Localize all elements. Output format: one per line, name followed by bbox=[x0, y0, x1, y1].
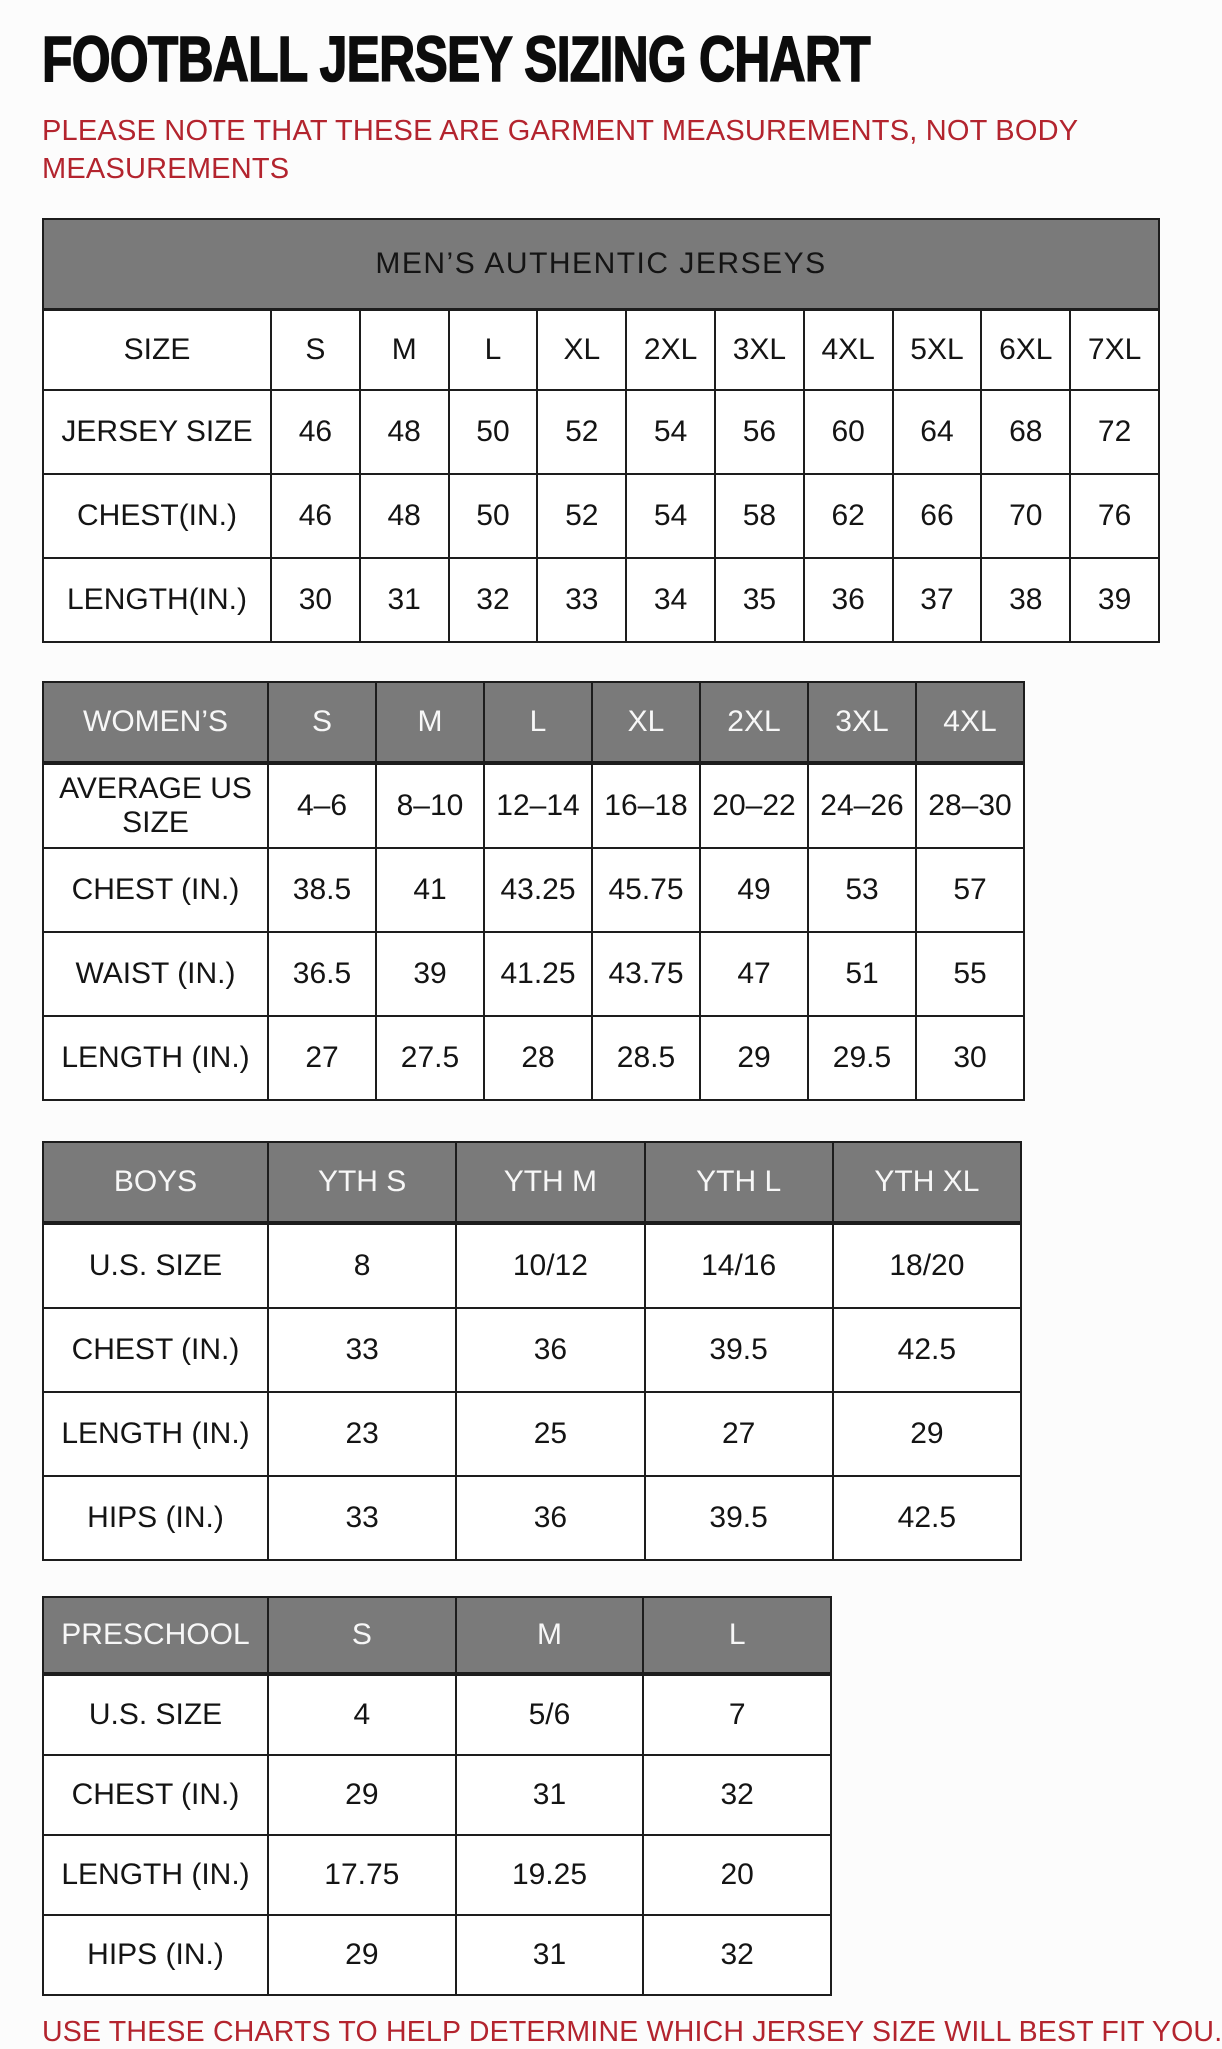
column-header: L bbox=[643, 1597, 831, 1674]
row-label: CHEST (IN.) bbox=[43, 848, 268, 932]
cell-value: 54 bbox=[626, 474, 715, 558]
cell-value: 46 bbox=[271, 390, 360, 474]
column-header: 3XL bbox=[715, 310, 804, 391]
cell-value: 38.5 bbox=[268, 848, 376, 932]
column-header: 5XL bbox=[893, 310, 982, 391]
cell-value: 48 bbox=[360, 474, 449, 558]
cell-value: 29.5 bbox=[808, 1016, 916, 1100]
cell-value: 43.25 bbox=[484, 848, 592, 932]
cell-value: 52 bbox=[537, 390, 626, 474]
cell-value: 23 bbox=[268, 1392, 456, 1476]
cell-value: 29 bbox=[833, 1392, 1021, 1476]
cell-value: 31 bbox=[360, 558, 449, 642]
cell-value: 66 bbox=[893, 474, 982, 558]
cell-value: 12–14 bbox=[484, 763, 592, 848]
column-header: XL bbox=[592, 682, 700, 763]
mens-authentic-jerseys-table bbox=[42, 218, 1160, 643]
column-header: S bbox=[268, 1597, 456, 1674]
cell-value: 27.5 bbox=[376, 1016, 484, 1100]
column-header: YTH S bbox=[268, 1142, 456, 1223]
row-label: CHEST (IN.) bbox=[43, 1308, 268, 1392]
cell-value: 49 bbox=[700, 848, 808, 932]
cell-value: 48 bbox=[360, 390, 449, 474]
cell-value: 36.5 bbox=[268, 932, 376, 1016]
cell-value: 29 bbox=[700, 1016, 808, 1100]
cell-value: 58 bbox=[715, 474, 804, 558]
cell-value: 32 bbox=[643, 1915, 831, 1995]
row-label: U.S. SIZE bbox=[43, 1674, 268, 1755]
cell-value: 8–10 bbox=[376, 763, 484, 848]
cell-value: 32 bbox=[449, 558, 538, 642]
row-label: WAIST (IN.) bbox=[43, 932, 268, 1016]
row-label: HIPS (IN.) bbox=[43, 1915, 268, 1995]
cell-value: 43.75 bbox=[592, 932, 700, 1016]
column-header: 2XL bbox=[626, 310, 715, 391]
cell-value: 53 bbox=[808, 848, 916, 932]
cell-value: 5/6 bbox=[456, 1674, 644, 1755]
cell-value: 30 bbox=[271, 558, 360, 642]
column-header: 3XL bbox=[808, 682, 916, 763]
row-label: LENGTH(IN.) bbox=[43, 558, 271, 642]
preschool-label-header: PRESCHOOL bbox=[43, 1597, 268, 1674]
cell-value: 46 bbox=[271, 474, 360, 558]
cell-value: 34 bbox=[626, 558, 715, 642]
cell-value: 37 bbox=[893, 558, 982, 642]
column-header: S bbox=[271, 310, 360, 391]
row-label: U.S. SIZE bbox=[43, 1223, 268, 1308]
cell-value: 31 bbox=[456, 1755, 644, 1835]
cell-value: 57 bbox=[916, 848, 1024, 932]
cell-value: 56 bbox=[715, 390, 804, 474]
row-label: CHEST (IN.) bbox=[43, 1755, 268, 1835]
cell-value: 17.75 bbox=[268, 1835, 456, 1915]
cell-value: 68 bbox=[981, 390, 1070, 474]
boys-label-header: BOYS bbox=[43, 1142, 268, 1223]
cell-value: 4 bbox=[268, 1674, 456, 1755]
womens-label-header: WOMEN’S bbox=[43, 682, 268, 763]
cell-value: 35 bbox=[715, 558, 804, 642]
mens-label-header: SIZE bbox=[43, 310, 271, 391]
cell-value: 41 bbox=[376, 848, 484, 932]
cell-value: 52 bbox=[537, 474, 626, 558]
cell-value: 60 bbox=[804, 390, 893, 474]
cell-value: 4–6 bbox=[268, 763, 376, 848]
cell-value: 54 bbox=[626, 390, 715, 474]
column-header: YTH XL bbox=[833, 1142, 1021, 1223]
footer-note: USE THESE CHARTS TO HELP DETERMINE WHICH JERSEY SIZE WILL BEST FIT YOU. bbox=[42, 2016, 1222, 2048]
column-header: 2XL bbox=[700, 682, 808, 763]
column-header: 4XL bbox=[916, 682, 1024, 763]
cell-value: 8 bbox=[268, 1223, 456, 1308]
mens-banner: MEN’S AUTHENTIC JERSEYS bbox=[43, 219, 1159, 310]
column-header: M bbox=[360, 310, 449, 391]
boys-sizing-table bbox=[42, 1141, 1022, 1561]
column-header: L bbox=[449, 310, 538, 391]
cell-value: 39.5 bbox=[645, 1308, 833, 1392]
cell-value: 45.75 bbox=[592, 848, 700, 932]
cell-value: 36 bbox=[456, 1476, 644, 1560]
cell-value: 7 bbox=[643, 1674, 831, 1755]
column-header: YTH L bbox=[645, 1142, 833, 1223]
cell-value: 51 bbox=[808, 932, 916, 1016]
cell-value: 33 bbox=[268, 1308, 456, 1392]
cell-value: 41.25 bbox=[484, 932, 592, 1016]
cell-value: 32 bbox=[643, 1755, 831, 1835]
cell-value: 14/16 bbox=[645, 1223, 833, 1308]
cell-value: 29 bbox=[268, 1915, 456, 1995]
cell-value: 28.5 bbox=[592, 1016, 700, 1100]
cell-value: 20 bbox=[643, 1835, 831, 1915]
cell-value: 19.25 bbox=[456, 1835, 644, 1915]
cell-value: 50 bbox=[449, 474, 538, 558]
cell-value: 55 bbox=[916, 932, 1024, 1016]
page-title: FOOTBALL JERSEY SIZING CHART bbox=[42, 23, 870, 95]
cell-value: 39 bbox=[1070, 558, 1159, 642]
column-header: XL bbox=[537, 310, 626, 391]
cell-value: 42.5 bbox=[833, 1476, 1021, 1560]
preschool-sizing-table bbox=[42, 1596, 832, 1996]
row-label: CHEST(IN.) bbox=[43, 474, 271, 558]
cell-value: 39.5 bbox=[645, 1476, 833, 1560]
column-header: YTH M bbox=[456, 1142, 644, 1223]
column-header: L bbox=[484, 682, 592, 763]
column-header: 7XL bbox=[1070, 310, 1159, 391]
cell-value: 20–22 bbox=[700, 763, 808, 848]
cell-value: 33 bbox=[537, 558, 626, 642]
column-header: M bbox=[376, 682, 484, 763]
womens-sizing-table bbox=[42, 681, 1025, 1101]
cell-value: 24–26 bbox=[808, 763, 916, 848]
cell-value: 31 bbox=[456, 1915, 644, 1995]
cell-value: 36 bbox=[456, 1308, 644, 1392]
cell-value: 76 bbox=[1070, 474, 1159, 558]
row-label: LENGTH (IN.) bbox=[43, 1392, 268, 1476]
cell-value: 18/20 bbox=[833, 1223, 1021, 1308]
row-label: LENGTH (IN.) bbox=[43, 1016, 268, 1100]
row-label: LENGTH (IN.) bbox=[43, 1835, 268, 1915]
cell-value: 47 bbox=[700, 932, 808, 1016]
column-header: 4XL bbox=[804, 310, 893, 391]
column-header: M bbox=[456, 1597, 644, 1674]
cell-value: 25 bbox=[456, 1392, 644, 1476]
cell-value: 28 bbox=[484, 1016, 592, 1100]
row-label: HIPS (IN.) bbox=[43, 1476, 268, 1560]
cell-value: 27 bbox=[268, 1016, 376, 1100]
cell-value: 39 bbox=[376, 932, 484, 1016]
cell-value: 29 bbox=[268, 1755, 456, 1835]
cell-value: 36 bbox=[804, 558, 893, 642]
cell-value: 62 bbox=[804, 474, 893, 558]
cell-value: 72 bbox=[1070, 390, 1159, 474]
cell-value: 50 bbox=[449, 390, 538, 474]
column-header: S bbox=[268, 682, 376, 763]
cell-value: 38 bbox=[981, 558, 1070, 642]
row-label: AVERAGE US SIZE bbox=[43, 763, 268, 848]
cell-value: 27 bbox=[645, 1392, 833, 1476]
cell-value: 10/12 bbox=[456, 1223, 644, 1308]
garment-measurements-note: PLEASE NOTE THAT THESE ARE GARMENT MEASUREMENTS, NOT BODY MEASUREMENTS bbox=[42, 115, 1078, 185]
cell-value: 70 bbox=[981, 474, 1070, 558]
cell-value: 30 bbox=[916, 1016, 1024, 1100]
column-header: 6XL bbox=[981, 310, 1070, 391]
cell-value: 33 bbox=[268, 1476, 456, 1560]
cell-value: 28–30 bbox=[916, 763, 1024, 848]
cell-value: 64 bbox=[893, 390, 982, 474]
cell-value: 42.5 bbox=[833, 1308, 1021, 1392]
row-label: JERSEY SIZE bbox=[43, 390, 271, 474]
cell-value: 16–18 bbox=[592, 763, 700, 848]
